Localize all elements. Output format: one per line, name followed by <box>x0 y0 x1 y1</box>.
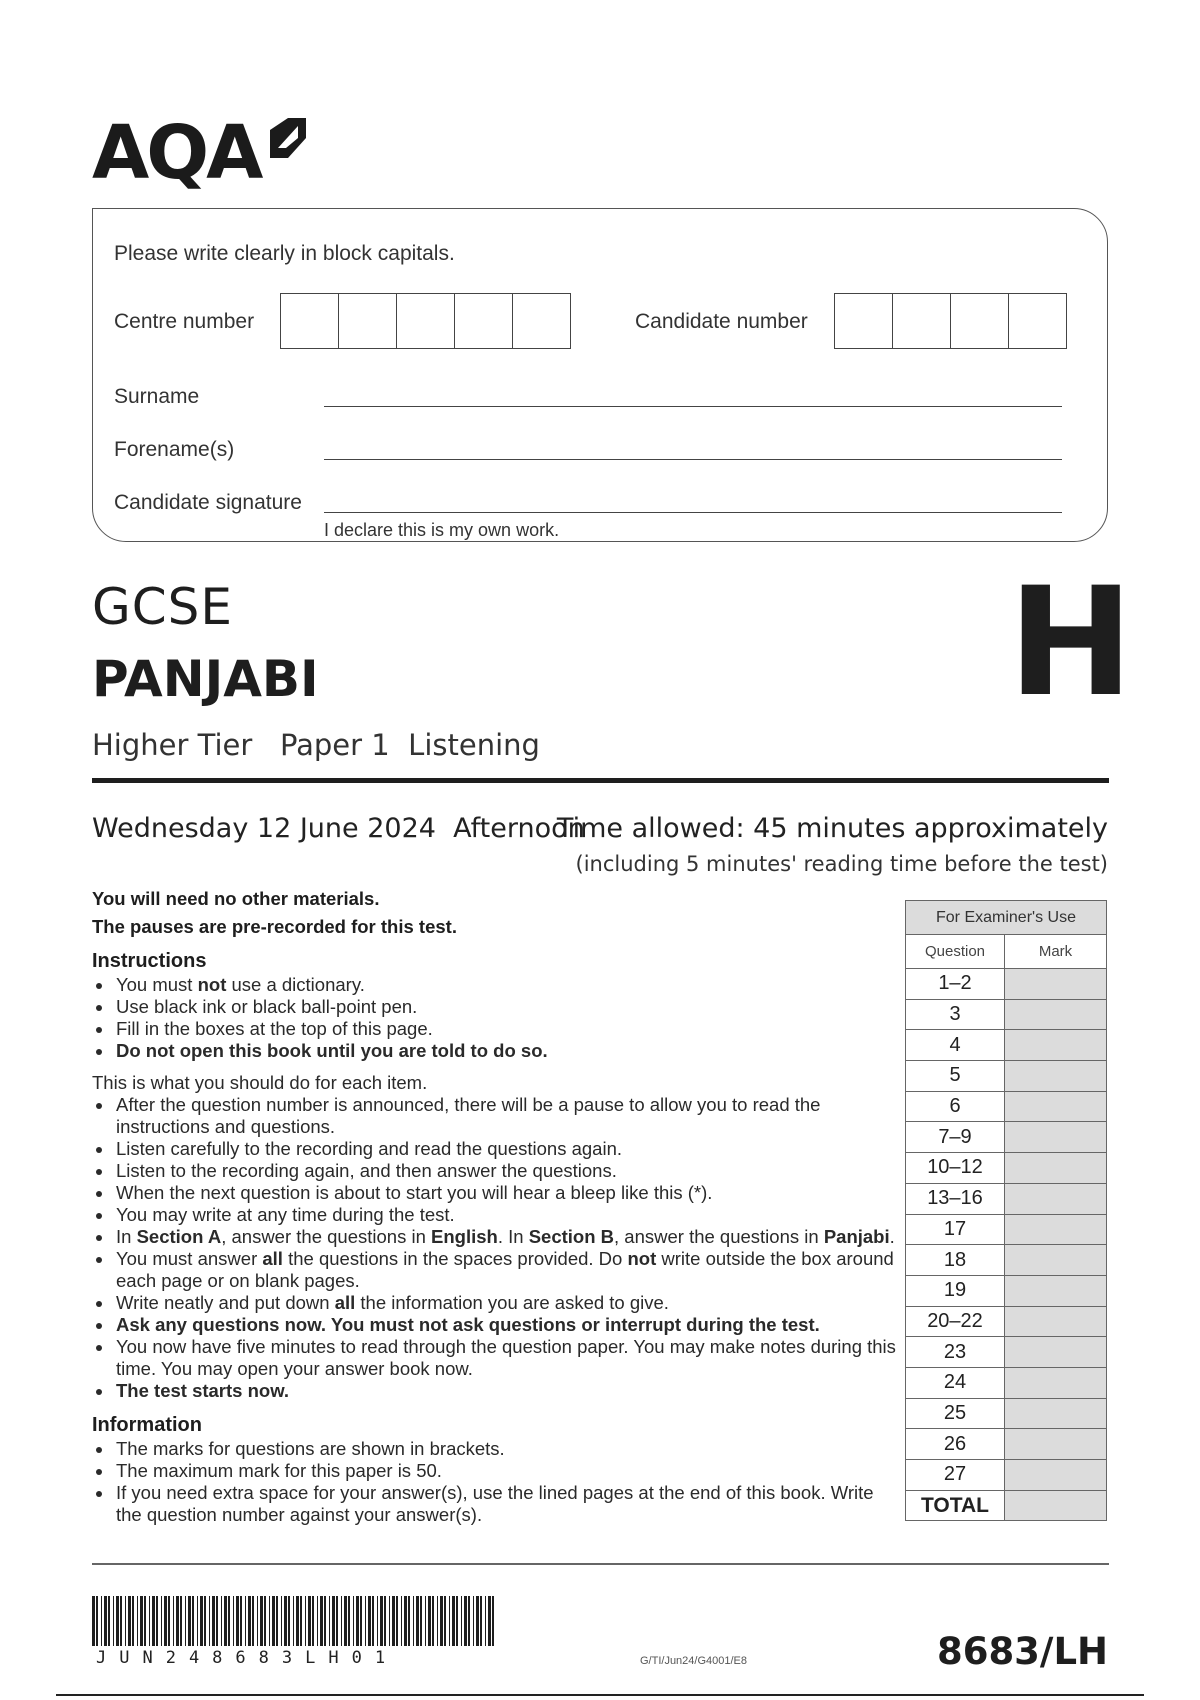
barcode <box>92 1596 502 1648</box>
barcode-bar <box>132 1596 134 1646</box>
candidate-signature-field[interactable] <box>324 512 1062 513</box>
barcode-bar <box>269 1596 270 1646</box>
list-item: • Listen to the recording again, and then answer the questions. <box>114 1160 900 1182</box>
table-row <box>906 1245 1107 1276</box>
barcode-bar <box>432 1596 434 1646</box>
barcode-bar <box>197 1596 198 1646</box>
barcode-bar <box>464 1596 467 1646</box>
question-number-cell: 5 <box>906 1061 1005 1092</box>
total-row <box>906 1490 1107 1521</box>
barcode-bar <box>252 1596 254 1646</box>
list-item: • Do not open this book until you are told to do so. <box>114 1040 900 1062</box>
table-row <box>906 1367 1107 1398</box>
mark-cell <box>1005 999 1107 1030</box>
barcode-bar <box>296 1596 299 1646</box>
list-item: • When the next question is about to start you will hear a bleep like this (*). <box>114 1182 900 1204</box>
barcode-bar <box>260 1596 263 1646</box>
candidate-number-digit-box[interactable] <box>951 294 1009 348</box>
question-number-cell: 19 <box>906 1275 1005 1306</box>
surname-field[interactable] <box>324 406 1062 407</box>
list-item: • You now have five minutes to read through the question paper. You may make notes during this time. You may open your answer book now. <box>114 1336 900 1380</box>
question-number-cell: 27 <box>906 1460 1005 1491</box>
barcode-bar <box>329 1596 330 1646</box>
question-number-cell: 3 <box>906 999 1005 1030</box>
barcode-bar <box>437 1596 438 1646</box>
mark-cell <box>1005 1030 1107 1061</box>
table-row <box>906 1183 1107 1214</box>
mark-cell <box>1005 969 1107 1000</box>
barcode-bar <box>128 1596 131 1646</box>
mark-cell <box>1005 1183 1107 1214</box>
title-divider <box>92 778 1109 783</box>
barcode-bar <box>416 1596 419 1646</box>
table-row <box>906 1122 1107 1153</box>
table-row <box>906 1337 1107 1368</box>
mark-cell <box>1005 1337 1107 1368</box>
instructions-list <box>92 974 900 1062</box>
barcode-bar <box>377 1596 378 1646</box>
barcode-bar <box>461 1596 462 1646</box>
question-number-cell: 25 <box>906 1398 1005 1429</box>
barcode-bar <box>257 1596 258 1646</box>
barcode-bar <box>288 1596 290 1646</box>
barcode-bar <box>380 1596 383 1646</box>
exam-date-line <box>92 813 585 844</box>
barcode-bar <box>401 1596 402 1646</box>
list-item: • Listen carefully to the recording and read the questions again. <box>114 1138 900 1160</box>
barcode-bar <box>488 1596 491 1646</box>
mark-cell <box>1005 1214 1107 1245</box>
barcode-bar <box>209 1596 210 1646</box>
barcode-bar <box>360 1596 362 1646</box>
barcode-bar <box>336 1596 338 1646</box>
question-number-cell: 6 <box>906 1091 1005 1122</box>
mark-cell <box>1005 1061 1107 1092</box>
barcode-bar <box>341 1596 342 1646</box>
barcode-bar <box>452 1596 455 1646</box>
barcode-bar <box>144 1596 146 1646</box>
barcode-bar <box>276 1596 278 1646</box>
barcode-bar <box>233 1596 234 1646</box>
paper-code: 8683/LH <box>936 1630 1108 1673</box>
barcode-bar <box>281 1596 282 1646</box>
list-item: • You must not use a dictionary. <box>114 974 900 996</box>
centre-number-digit-box[interactable] <box>339 294 397 348</box>
steps-list <box>92 1094 900 1402</box>
barcode-bar <box>120 1596 122 1646</box>
question-number-cell: 17 <box>906 1214 1005 1245</box>
mark-cell <box>1005 1367 1107 1398</box>
question-number-cell: 18 <box>906 1245 1005 1276</box>
barcode-bar <box>476 1596 479 1646</box>
list-item: • The marks for questions are shown in brackets. <box>114 1438 900 1460</box>
question-number-cell: 23 <box>906 1337 1005 1368</box>
centre-number-digit-box[interactable] <box>513 294 570 348</box>
mark-cell <box>1005 1245 1107 1276</box>
table-row <box>906 1030 1107 1061</box>
centre-number-boxes <box>280 293 571 349</box>
barcode-bar <box>473 1596 474 1646</box>
list-item: • Write neatly and put down all the information you are asked to give. <box>114 1292 900 1314</box>
candidate-signature-label: Candidate signature <box>114 491 302 514</box>
barcode-bar <box>392 1596 395 1646</box>
table-row <box>906 1275 1107 1306</box>
list-item: • If you need extra space for your answer(s), use the lined pages at the end of this book. Write the question number against your answer(s). <box>114 1482 900 1526</box>
barcode-bar <box>440 1596 443 1646</box>
each-item-intro: This is what you should do for each item. <box>92 1072 428 1093</box>
aqa-logo <box>92 100 308 196</box>
barcode-bar <box>420 1596 422 1646</box>
mark-cell <box>1005 1275 1107 1306</box>
question-number-cell: 10–12 <box>906 1153 1005 1184</box>
barcode-bar <box>140 1596 143 1646</box>
barcode-bar <box>200 1596 203 1646</box>
question-number-cell: 1–2 <box>906 969 1005 1000</box>
exam-date: Wednesday 12 June 2024 <box>92 813 436 844</box>
tier-letter: H <box>1008 556 1134 730</box>
barcode-bar <box>356 1596 359 1646</box>
mark-cell <box>1005 1460 1107 1491</box>
centre-number-digit-box[interactable] <box>281 294 339 348</box>
table-row <box>906 1061 1107 1092</box>
barcode-bar <box>176 1596 179 1646</box>
barcode-bar <box>108 1596 110 1646</box>
tier-name: Higher Tier <box>92 728 253 762</box>
barcode-bar <box>353 1596 354 1646</box>
candidate-number-boxes <box>834 293 1067 349</box>
question-number-cell: 7–9 <box>906 1122 1005 1153</box>
list-item: • After the question number is announced, there will be a pause to allow you to read the instructions and questions. <box>114 1094 900 1138</box>
subject-title: PANJABI <box>92 650 319 708</box>
barcode-bar <box>312 1596 314 1646</box>
barcode-bar <box>324 1596 326 1646</box>
barcode-bar <box>164 1596 167 1646</box>
barcode-bar <box>468 1596 470 1646</box>
pauses-note: The pauses are pre-recorded for this test. <box>92 916 457 937</box>
barcode-bar <box>284 1596 287 1646</box>
barcode-bar <box>248 1596 251 1646</box>
information-list <box>92 1438 900 1526</box>
candidate-number-digit-box[interactable] <box>1009 294 1066 348</box>
barcode-bar <box>305 1596 306 1646</box>
barcode-bar <box>425 1596 426 1646</box>
footer-divider <box>92 1563 1109 1565</box>
mark-cell <box>1005 1429 1107 1460</box>
barcode-bar <box>125 1596 126 1646</box>
barcode-bar <box>404 1596 407 1646</box>
barcode-bar <box>96 1596 98 1646</box>
barcode-bar <box>173 1596 174 1646</box>
barcode-bar <box>180 1596 182 1646</box>
centre-number-label: Centre number <box>114 310 255 333</box>
barcode-bar <box>317 1596 318 1646</box>
barcode-bar <box>413 1596 414 1646</box>
instructions-column <box>92 888 900 1536</box>
logo-text: AQA <box>92 110 261 196</box>
barcode-bar <box>137 1596 138 1646</box>
barcode-bar <box>485 1596 486 1646</box>
barcode-bar <box>308 1596 311 1646</box>
barcode-bar <box>212 1596 215 1646</box>
barcode-bar <box>396 1596 398 1646</box>
list-item: • The maximum mark for this paper is 50. <box>114 1460 900 1482</box>
barcode-bar <box>116 1596 119 1646</box>
question-column-header: Question <box>906 935 1005 969</box>
barcode-bar <box>192 1596 194 1646</box>
mark-cell <box>1005 1398 1107 1429</box>
question-number-cell: 24 <box>906 1367 1005 1398</box>
surname-label: Surname <box>114 385 200 408</box>
barcode-bar <box>228 1596 230 1646</box>
list-item: • The test starts now. <box>114 1380 900 1402</box>
barcode-bar <box>293 1596 294 1646</box>
table-row <box>906 1214 1107 1245</box>
qualification-title: GCSE <box>92 578 233 636</box>
barcode-bar <box>300 1596 302 1646</box>
barcode-bar <box>444 1596 446 1646</box>
centre-number-digit-box[interactable] <box>455 294 513 348</box>
barcode-bar <box>152 1596 155 1646</box>
examiners-use-title: For Examiner's Use <box>906 901 1107 935</box>
table-row <box>906 1091 1107 1122</box>
table-row <box>906 1398 1107 1429</box>
barcode-bar <box>168 1596 170 1646</box>
barcode-bar <box>365 1596 366 1646</box>
barcode-bar <box>389 1596 390 1646</box>
forenames-label: Forename(s) <box>114 438 235 461</box>
barcode-bar <box>156 1596 158 1646</box>
barcode-bar <box>428 1596 431 1646</box>
time-allowed: Time allowed: 45 minutes approximately <box>556 813 1108 844</box>
barcode-bar <box>185 1596 186 1646</box>
list-item: • You must answer all the questions in the spaces provided. Do not write outside the box around each page or on blank pages. <box>114 1248 900 1292</box>
table-row <box>906 1306 1107 1337</box>
candidate-number-digit-box[interactable] <box>893 294 951 348</box>
block-capitals-instruction: Please write clearly in block capitals. <box>114 242 455 265</box>
list-item: • Fill in the boxes at the top of this page. <box>114 1018 900 1040</box>
candidate-number-label: Candidate number <box>635 310 808 333</box>
page-bottom-border <box>56 1694 1144 1696</box>
instructions-heading: Instructions <box>92 950 207 972</box>
question-number-cell: 13–16 <box>906 1183 1005 1214</box>
list-item: • Use black ink or black ball-point pen. <box>114 996 900 1018</box>
barcode-bar <box>113 1596 114 1646</box>
total-mark-cell <box>1005 1490 1107 1521</box>
barcode-bar <box>332 1596 335 1646</box>
list-item: • You may write at any time during the test. <box>114 1204 900 1226</box>
centre-number-digit-box[interactable] <box>397 294 455 348</box>
table-row <box>906 1429 1107 1460</box>
barcode-bar <box>408 1596 410 1646</box>
barcode-bar <box>149 1596 150 1646</box>
forenames-field[interactable] <box>324 459 1062 460</box>
question-number-cell: 20–22 <box>906 1306 1005 1337</box>
barcode-bar <box>224 1596 227 1646</box>
barcode-bar <box>449 1596 450 1646</box>
materials-note: You will need no other materials. <box>92 888 380 909</box>
barcode-bar <box>384 1596 386 1646</box>
candidate-number-digit-box[interactable] <box>835 294 893 348</box>
list-item: • In Section A, answer the questions in English. In Section B, answer the questions in Panjabi. <box>114 1226 900 1248</box>
time-allowed-note: (including 5 minutes' reading time before the test) <box>575 852 1108 876</box>
barcode-number: JUN248683LH01 <box>96 1648 399 1668</box>
barcode-bar <box>216 1596 218 1646</box>
question-number-cell: 26 <box>906 1429 1005 1460</box>
aqa-logo-mark-icon <box>268 116 308 160</box>
barcode-bar <box>104 1596 107 1646</box>
mark-cell <box>1005 1122 1107 1153</box>
barcode-bar <box>264 1596 266 1646</box>
barcode-bar <box>92 1596 95 1646</box>
barcode-bar <box>344 1596 347 1646</box>
barcode-bar <box>272 1596 275 1646</box>
barcode-bar <box>320 1596 323 1646</box>
barcode-bar <box>245 1596 246 1646</box>
paper-name: Paper 1 Listening <box>279 728 540 762</box>
examiners-use-table <box>905 900 1107 1521</box>
declaration-text: I declare this is my own work. <box>324 520 560 540</box>
barcode-bar <box>456 1596 458 1646</box>
barcode-bar <box>492 1596 494 1646</box>
barcode-bar <box>480 1596 482 1646</box>
question-number-cell: 4 <box>906 1030 1005 1061</box>
mark-cell <box>1005 1153 1107 1184</box>
paper-reference: G/TI/Jun24/G4001/E8 <box>640 1655 748 1667</box>
mark-cell <box>1005 1306 1107 1337</box>
list-item: • Ask any questions now. You must not ask questions or interrupt during the test. <box>114 1314 900 1336</box>
table-row <box>906 999 1107 1030</box>
table-row <box>906 969 1107 1000</box>
barcode-bar <box>188 1596 191 1646</box>
table-row <box>906 1460 1107 1491</box>
barcode-bar <box>372 1596 374 1646</box>
total-label: TOTAL <box>906 1490 1005 1521</box>
barcode-bar <box>161 1596 162 1646</box>
barcode-bar <box>221 1596 222 1646</box>
information-heading: Information <box>92 1414 202 1436</box>
barcode-bar <box>368 1596 371 1646</box>
barcode-bar <box>204 1596 206 1646</box>
paper-line <box>92 728 540 762</box>
barcode-bar <box>236 1596 239 1646</box>
barcode-bar <box>348 1596 350 1646</box>
exam-session: Afternoon <box>453 813 585 844</box>
barcode-bar <box>101 1596 102 1646</box>
mark-column-header: Mark <box>1005 935 1107 969</box>
table-row <box>906 1153 1107 1184</box>
barcode-bar <box>240 1596 242 1646</box>
mark-cell <box>1005 1091 1107 1122</box>
